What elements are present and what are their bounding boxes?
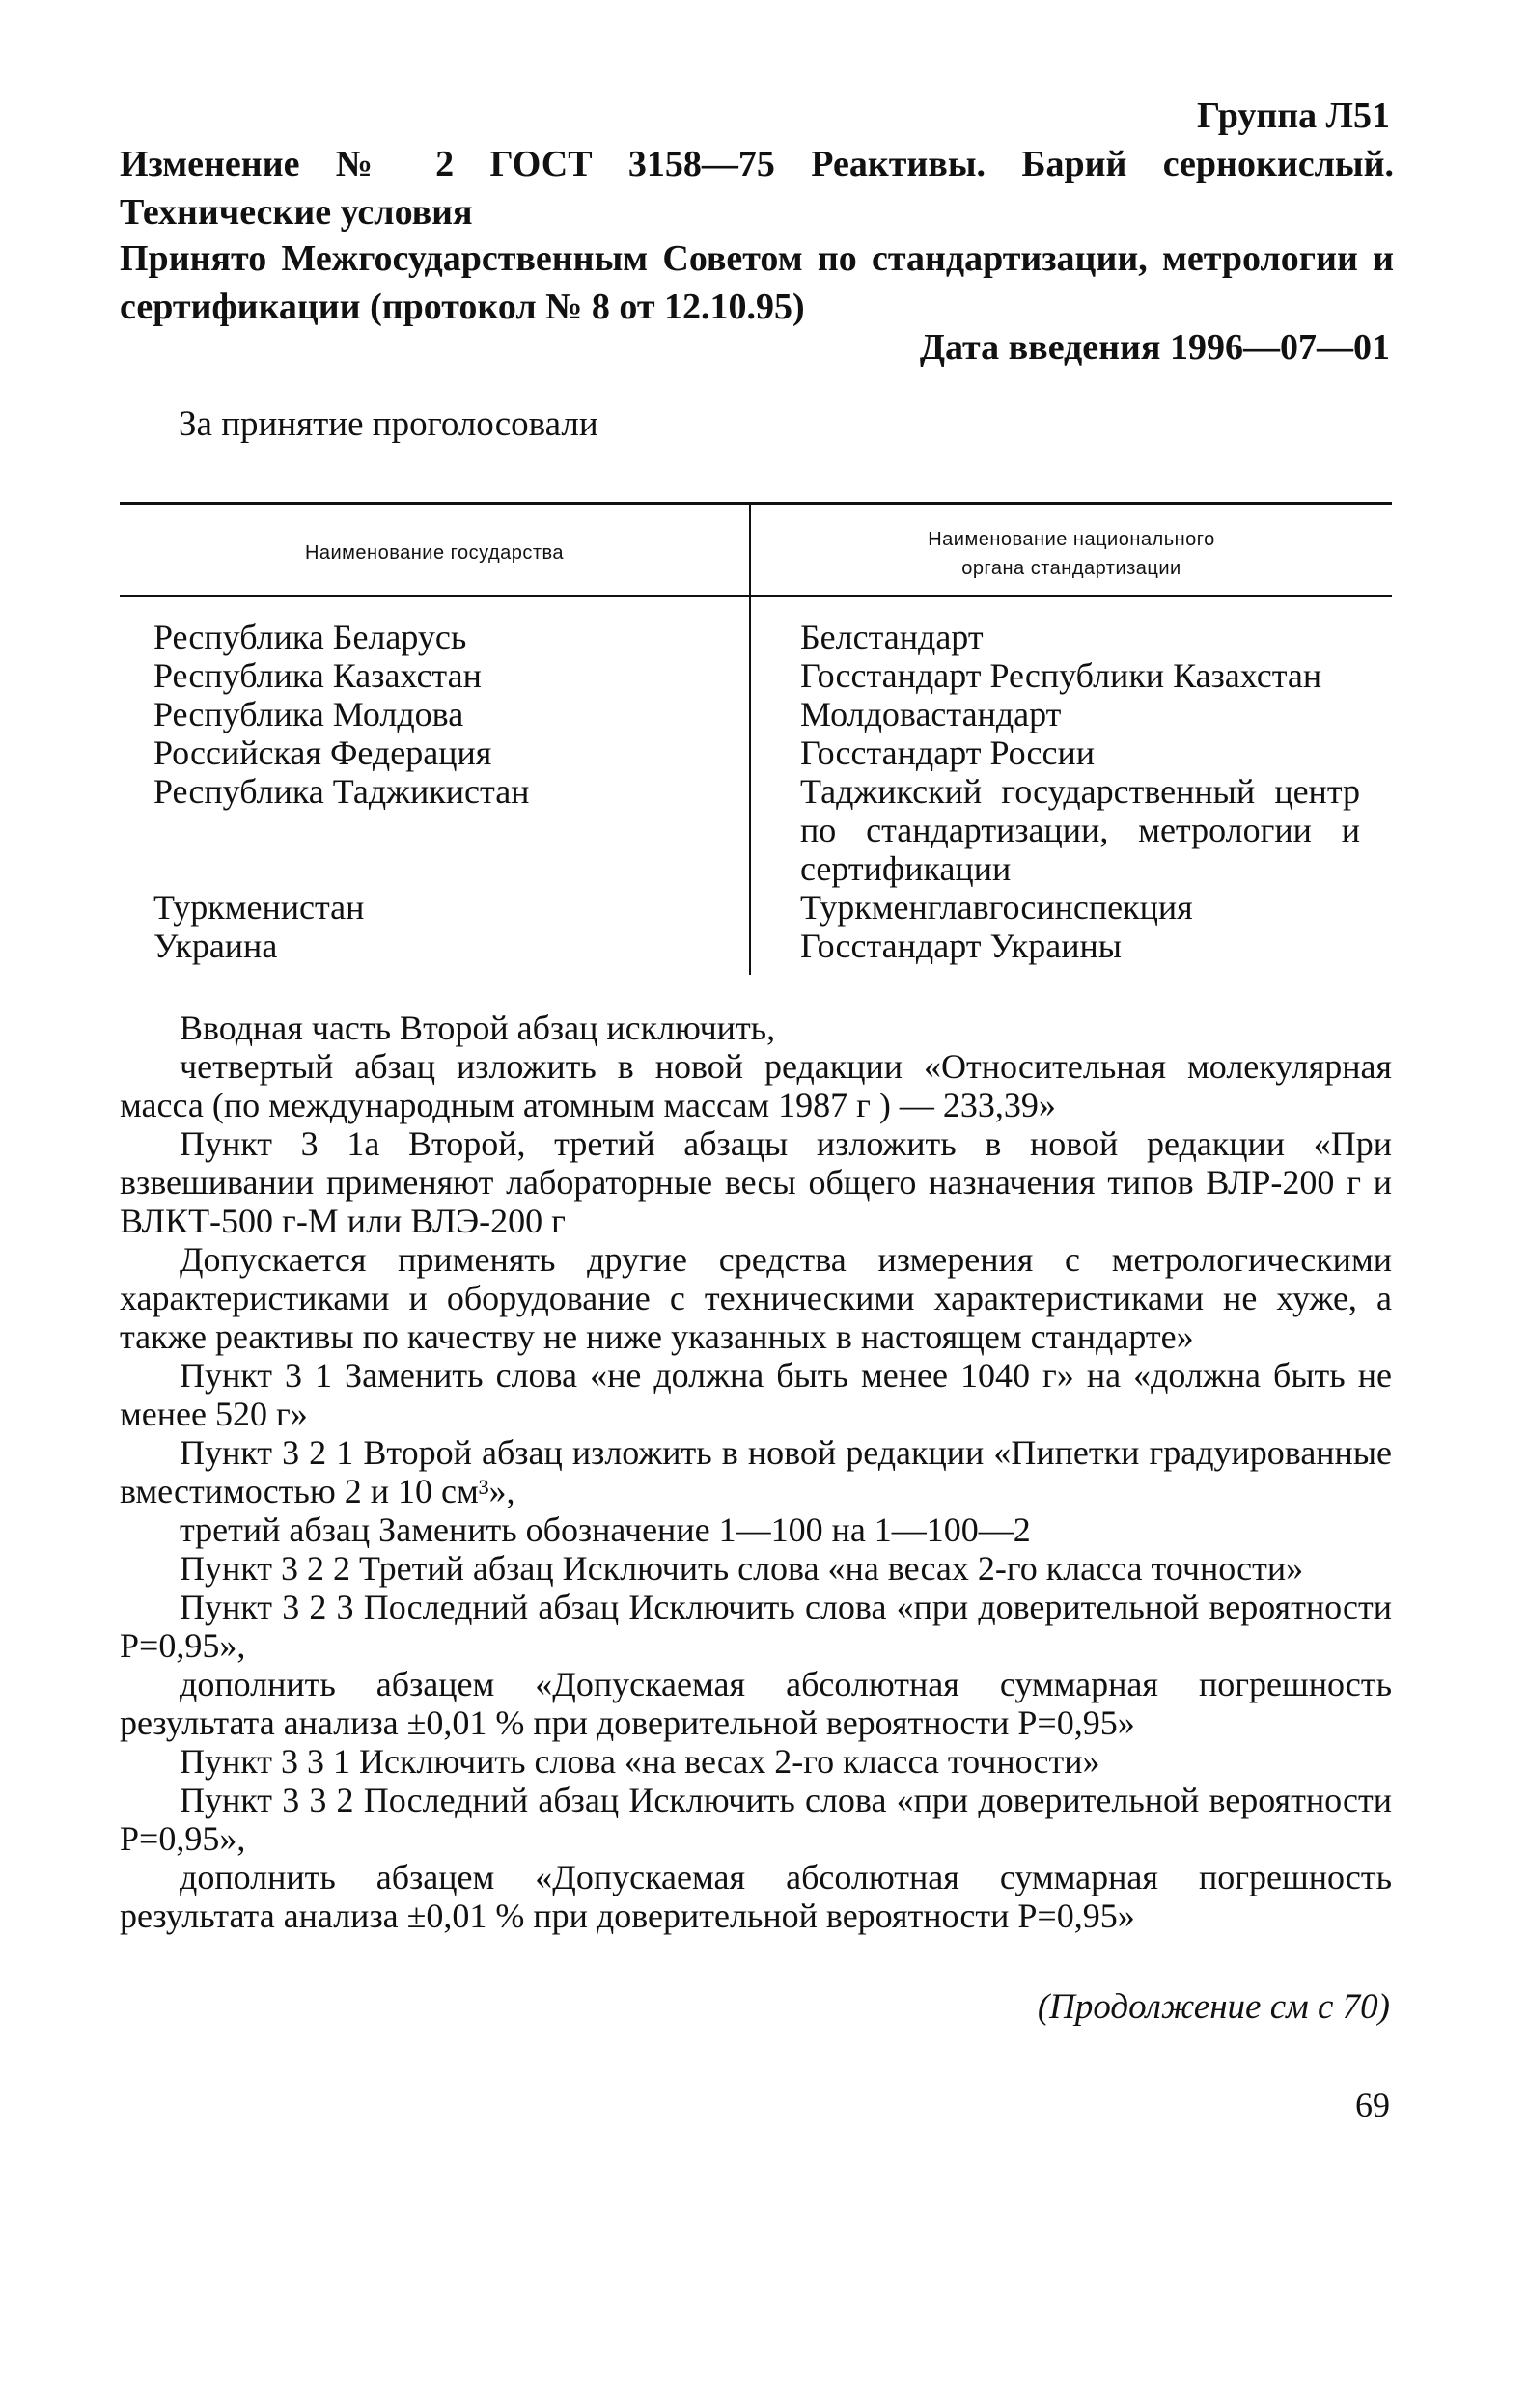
amendment-text bbox=[120, 1009, 1392, 1935]
body-cell: Молдовастандарт bbox=[800, 695, 1062, 733]
paragraph: Пункт 3 2 1 Второй абзац изложить в новой редакции «Пипетки градуированные вместимостью 2 и 10 см³», bbox=[120, 1433, 1392, 1510]
paragraph: четвертый абзац изложить в новой редакции «Относительная молекулярная масса (по международным атомным массам 1987 г ) — 233,39» bbox=[120, 1047, 1392, 1124]
bodies-column bbox=[800, 618, 1370, 965]
paragraph: Пункт 3 1 Заменить слова «не должна быть менее 1040 г» на «должна быть не менее 520 г» bbox=[120, 1356, 1392, 1433]
state-cell: Республика Беларусь bbox=[153, 618, 467, 656]
states-column bbox=[153, 618, 733, 965]
state-cell: Туркменистан bbox=[153, 888, 365, 927]
state-cell: Республика Таджикистан bbox=[153, 772, 530, 811]
table-header-rule bbox=[120, 595, 1392, 597]
state-cell: Республика Молдова bbox=[153, 695, 464, 733]
paragraph: третий абзац Заменить обозначение 1—100 на 1—100—2 bbox=[180, 1510, 1031, 1549]
group-label: Группа Л51 bbox=[1196, 96, 1390, 136]
body-cell: Госстандарт Украины bbox=[800, 927, 1122, 965]
introduction-date: Дата введения 1996—07—01 bbox=[919, 327, 1390, 368]
column-header-body-line2: органа стандартизации bbox=[961, 558, 1181, 579]
paragraph: дополнить абзацем «Допускаемая абсолютная суммарная погрешность результата анализа ±0,01 % при доверительной вероятности P=0,95» bbox=[120, 1858, 1392, 1935]
table-top-rule bbox=[120, 502, 1392, 505]
state-cell: Украина bbox=[153, 927, 278, 965]
voting-table bbox=[120, 502, 1392, 975]
accepted-by: Принято Межгосударственным Советом по стандартизации, метрологии и сертификации (протокол № 8 от 12.10.95) bbox=[120, 238, 1394, 327]
body-cell: Госстандарт России bbox=[800, 733, 1095, 772]
change-title: Изменение № 2 ГОСТ 3158—75 Реактивы. Барий сернокислый. Технические условия bbox=[120, 144, 1394, 233]
paragraph: дополнить абзацем «Допускаемая абсолютная суммарная погрешность результата анализа ±0,01 % при доверительной вероятности P=0,95» bbox=[120, 1665, 1392, 1742]
body-cell: Белстандарт bbox=[800, 618, 984, 656]
body-cell: Госстандарт Республики Казахстан bbox=[800, 656, 1322, 695]
paragraph: Пункт 3 2 3 Последний абзац Исключить слова «при доверительной вероятности P=0,95», bbox=[120, 1588, 1392, 1665]
state-cell: Республика Казахстан bbox=[153, 656, 482, 695]
body-cell: Таджикский государственный центр по стандартизации, метрологии и сертификации bbox=[800, 772, 1360, 888]
paragraph: Пункт 3 1а Второй, третий абзацы изложить в новой редакции «При взвешивании применяют лабораторные весы общего назначения типов ВЛР-200 г и ВЛКТ-500 г-М или ВЛЭ-200 г bbox=[120, 1124, 1392, 1240]
column-header-body bbox=[751, 525, 1392, 583]
paragraph: Вводная часть Второй абзац исключить, bbox=[180, 1009, 776, 1047]
row-spacer bbox=[153, 811, 733, 849]
paragraph: Пункт 3 3 1 Исключить слова «на весах 2-го класса точности» bbox=[180, 1742, 1100, 1781]
row-spacer bbox=[153, 849, 733, 888]
state-cell: Российская Федерация bbox=[153, 733, 492, 772]
paragraph: Пункт 3 2 2 Третий абзац Исключить слова «на весах 2-го класса точности» bbox=[180, 1549, 1304, 1588]
voted-label: За принятие проголосовали bbox=[179, 404, 598, 444]
column-header-state: Наименование государства bbox=[304, 542, 565, 564]
continuation-note: (Продолжение см с 70) bbox=[1037, 1987, 1390, 2027]
paragraph: Допускается применять другие средства измерения с метрологическими характеристиками и оборудование с техническими характеристиками не хуже, а также реактивы по качеству не ниже указанных в настоящем стандарте» bbox=[120, 1240, 1392, 1356]
page-number: 69 bbox=[1355, 2086, 1390, 2124]
column-header-body-line1: Наименование национального bbox=[928, 529, 1215, 550]
paragraph: Пункт 3 3 2 Последний абзац Исключить слова «при доверительной вероятности P=0,95», bbox=[120, 1781, 1392, 1858]
body-cell: Туркменглавгосинспекция bbox=[800, 888, 1193, 927]
